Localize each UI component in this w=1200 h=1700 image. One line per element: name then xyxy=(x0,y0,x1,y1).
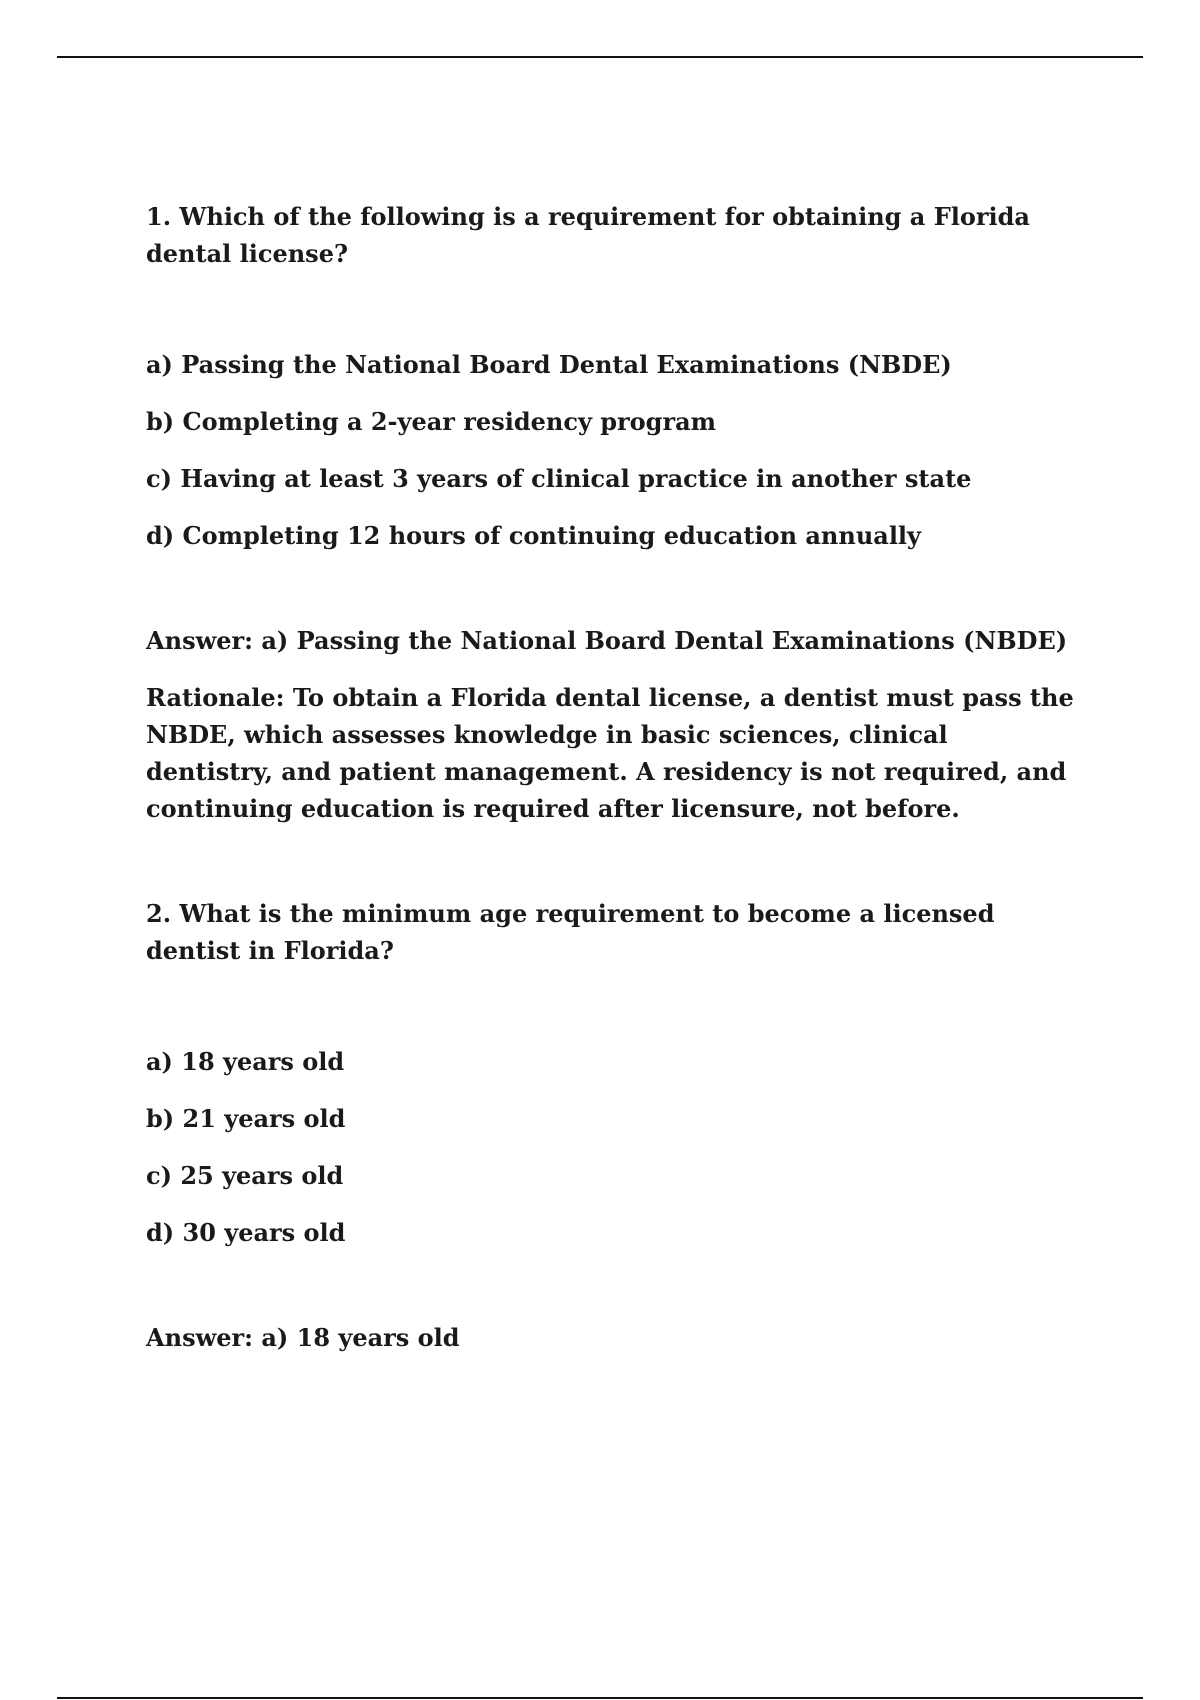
footer-rule xyxy=(57,1697,1143,1699)
option-d: d) Completing 12 hours of continuing education annually xyxy=(146,521,921,550)
question-text: 2. What is the minimum age requirement to become a licensed dentist in Florida? xyxy=(146,899,995,965)
option-a: a) Passing the National Board Dental Examinations (NBDE) xyxy=(146,350,952,379)
option-b: b) Completing a 2-year residency program xyxy=(146,407,717,436)
question-text: 1. Which of the following is a requirement for obtaining a Florida dental license? xyxy=(146,202,1030,268)
answer-text: Answer: a) Passing the National Board Dental Examinations (NBDE) xyxy=(146,626,1068,655)
option-a: a) 18 years old xyxy=(146,1047,345,1076)
option-list xyxy=(146,1033,1082,1261)
option-c: c) Having at least 3 years of clinical practice in another state xyxy=(146,464,972,493)
option-d: d) 30 years old xyxy=(146,1218,346,1247)
option-b: b) 21 years old xyxy=(146,1104,346,1133)
option-list xyxy=(146,336,1082,564)
question-block-1 xyxy=(146,198,1082,827)
header-rule xyxy=(57,56,1143,58)
rationale-text: Rationale: To obtain a Florida dental license, a dentist must pass the NBDE, which assesses knowledge in basic sciences, clinical dentistry, and patient management. A residency is not required, and continuing education is required after licensure, not before. xyxy=(146,683,1074,823)
option-c: c) 25 years old xyxy=(146,1161,344,1190)
question-block-2 xyxy=(146,895,1082,1356)
answer-text: Answer: a) 18 years old xyxy=(146,1323,460,1352)
document-body xyxy=(146,198,1082,1356)
